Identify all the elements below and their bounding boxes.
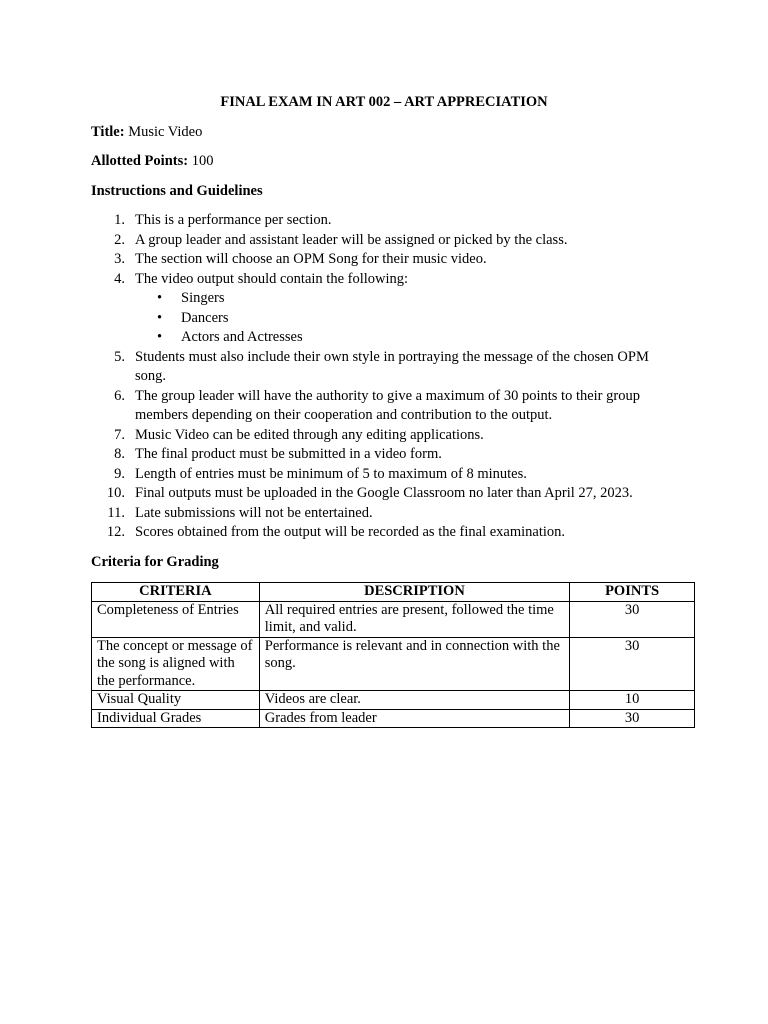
points-cell: 30 — [570, 637, 695, 691]
list-item — [91, 465, 681, 485]
list-item-number: 9. — [114, 465, 125, 482]
list-item-text: The section will choose an OPM Song for their music video. — [135, 251, 487, 267]
list-item-text: The final product must be submitted in a video form. — [135, 446, 442, 462]
list-item-text: Students must also include their own style in portraying the message of the chosen OPM song. — [135, 348, 649, 384]
list-item-number: 4. — [114, 270, 125, 287]
list-item-text: This is a performance per section. — [135, 212, 332, 228]
allotted-points-value: 100 — [191, 153, 214, 169]
list-item-number: 2. — [114, 231, 125, 248]
list-item-text: Scores obtained from the output will be recorded as the final examination. — [135, 524, 566, 540]
list-item-text: A group leader and assistant leader will be assigned or picked by the class. — [135, 231, 568, 248]
description-cell: Performance is relevant and in connection with the song. — [259, 637, 569, 691]
list-item-number: 5. — [114, 348, 125, 365]
sub-bullet-item — [91, 309, 681, 329]
document-title: FINAL EXAM IN ART 002 – ART APPRECIATION — [220, 94, 548, 110]
table-header-row — [92, 583, 695, 602]
instructions-heading: Instructions and Guidelines — [91, 183, 263, 199]
list-item-text: Music Video can be edited through any editing applications. — [135, 426, 484, 443]
list-item — [91, 445, 681, 465]
title-label: Title: — [91, 124, 125, 140]
table-row — [92, 691, 695, 710]
sub-bullet-text: Singers — [181, 290, 225, 306]
list-item — [91, 250, 681, 270]
points-cell: 30 — [570, 601, 695, 637]
list-item — [91, 484, 681, 504]
list-item-number: 11. — [107, 504, 125, 521]
list-item-text: Late submissions will not be entertained. — [135, 504, 373, 521]
list-item-number: 6. — [114, 387, 125, 404]
column-header-description: DESCRIPTION — [259, 583, 569, 602]
points-cell: 10 — [570, 691, 695, 710]
allotted-points-field — [91, 152, 213, 172]
table-row — [92, 601, 695, 637]
description-cell: Grades from leader — [259, 709, 569, 728]
sub-bullet-text: Dancers — [181, 309, 229, 326]
allotted-points-label: Allotted Points: — [91, 153, 189, 169]
list-item-number: 3. — [114, 251, 125, 267]
criteria-cell: The concept or message of the song is aligned with the performance. — [92, 637, 260, 691]
list-item-text: Final outputs must be uploaded in the Google Classroom no later than April 27, 2023. — [135, 485, 633, 501]
list-item-number: 10. — [106, 485, 125, 501]
list-item-number: 12. — [106, 524, 125, 540]
title-field — [91, 123, 202, 143]
bullet-icon: • — [157, 329, 163, 345]
bullet-icon: • — [157, 309, 163, 326]
instructions-list — [91, 211, 681, 543]
column-header-points: POINTS — [570, 583, 695, 602]
table-row — [92, 709, 695, 728]
criteria-cell: Visual Quality — [92, 691, 260, 710]
sub-bullet-item — [91, 289, 681, 309]
criteria-cell: Individual Grades — [92, 709, 260, 728]
list-item — [91, 523, 681, 543]
points-cell: 30 — [570, 709, 695, 728]
list-item-number: 8. — [114, 446, 125, 462]
list-item — [91, 348, 681, 387]
list-item — [91, 504, 681, 524]
bullet-icon: • — [157, 290, 163, 306]
list-item — [91, 387, 681, 426]
list-item — [91, 211, 681, 231]
description-cell: Videos are clear. — [259, 691, 569, 710]
list-item-number: 1. — [114, 212, 125, 228]
description-cell: All required entries are present, followed the time limit, and valid. — [259, 601, 569, 637]
list-item-text: The video output should contain the following: — [135, 270, 409, 287]
list-item — [91, 231, 681, 251]
list-item-text: Length of entries must be minimum of 5 to maximum of 8 minutes. — [135, 465, 527, 482]
list-item — [91, 270, 681, 290]
list-item-number: 7. — [114, 426, 125, 443]
table-row — [92, 637, 695, 691]
criteria-table — [91, 582, 695, 728]
sub-bullet-text: Actors and Actresses — [181, 329, 303, 345]
column-header-criteria: CRITERIA — [92, 583, 260, 602]
criteria-cell: Completeness of Entries — [92, 601, 260, 637]
list-item — [91, 426, 681, 446]
sub-bullet-item — [91, 328, 681, 348]
criteria-heading: Criteria for Grading — [91, 554, 219, 570]
title-value: Music Video — [128, 124, 203, 140]
list-item-text: The group leader will have the authority to give a maximum of 30 points to their group members depending on their cooperation and contribution to the output. — [135, 387, 640, 423]
